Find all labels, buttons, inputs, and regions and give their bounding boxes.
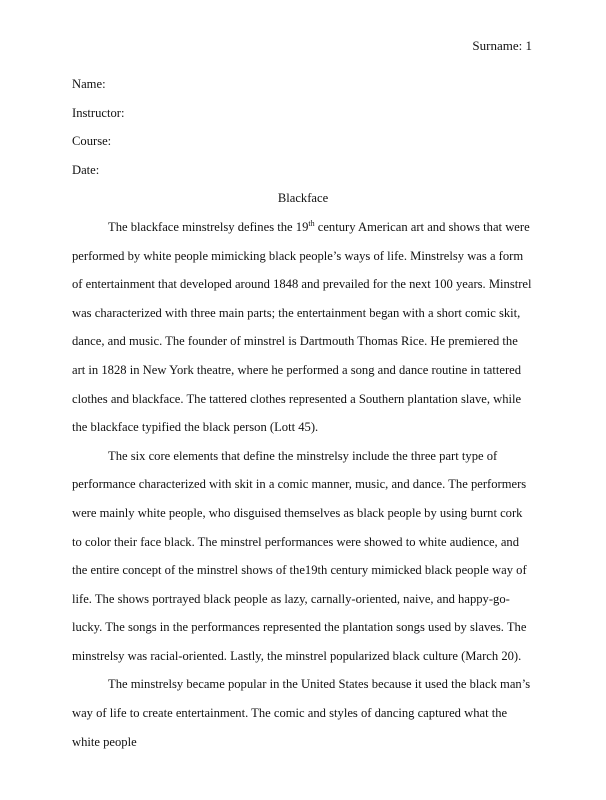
paragraph-3: The minstrelsy became popular in the United States because it used the black man’s way of life to create entertainment. The comic and styles of dancing captured what the white people [72,677,531,749]
date-line: Date: [72,162,100,177]
running-head: Surname: 1 [472,38,532,53]
paragraph-1 [72,213,534,442]
document-title: Blackface [277,191,329,206]
document-body [72,70,534,756]
paragraph-1-start: The blackface minstrelsy defines the 19 [108,219,309,234]
course-line: Course: [72,134,112,149]
ordinal-superscript: th [308,218,315,228]
paragraph-1-rest: century American art and shows that were performed by white people mimicking black people’s ways of life. Minstrelsy was a form of entertainment that developed around 1848 and prevailed for the next 100 years. Minstrel was characterized with three main parts; the entertainment began with a short comic skit, dance, and music. The founder of minstrel is Dartmouth Thomas Rice. He premiered the art in 1828 in New York theatre, where he performed a song and dance routine in tattered clothes and blackface. The tattered clothes represented a Southern plantation slave, while the blackface typified the black person (Lott 45). [72,219,532,435]
name-line: Name: [72,77,106,91]
paragraph-2: The six core elements that define the minstrelsy include the three part type of performance characterized with skit in a comic manner, music, and dance. The performers were mainly white people, who disguised themselves as black people by using burnt cork to color their face black. The minstrel performances were showed to white audience, and the entire concept of the minstrel shows of the19th century mimicked black people way of life. The shows portrayed black people as lazy, carnally-oriented, naive, and happy-go-lucky. The songs in the performances represented the plantation songs used by slaves. The minstrelsy was racial-oriented. Lastly, the minstrel popularized black culture (March 20). [72,448,527,663]
instructor-line: Instructor: [72,105,125,120]
